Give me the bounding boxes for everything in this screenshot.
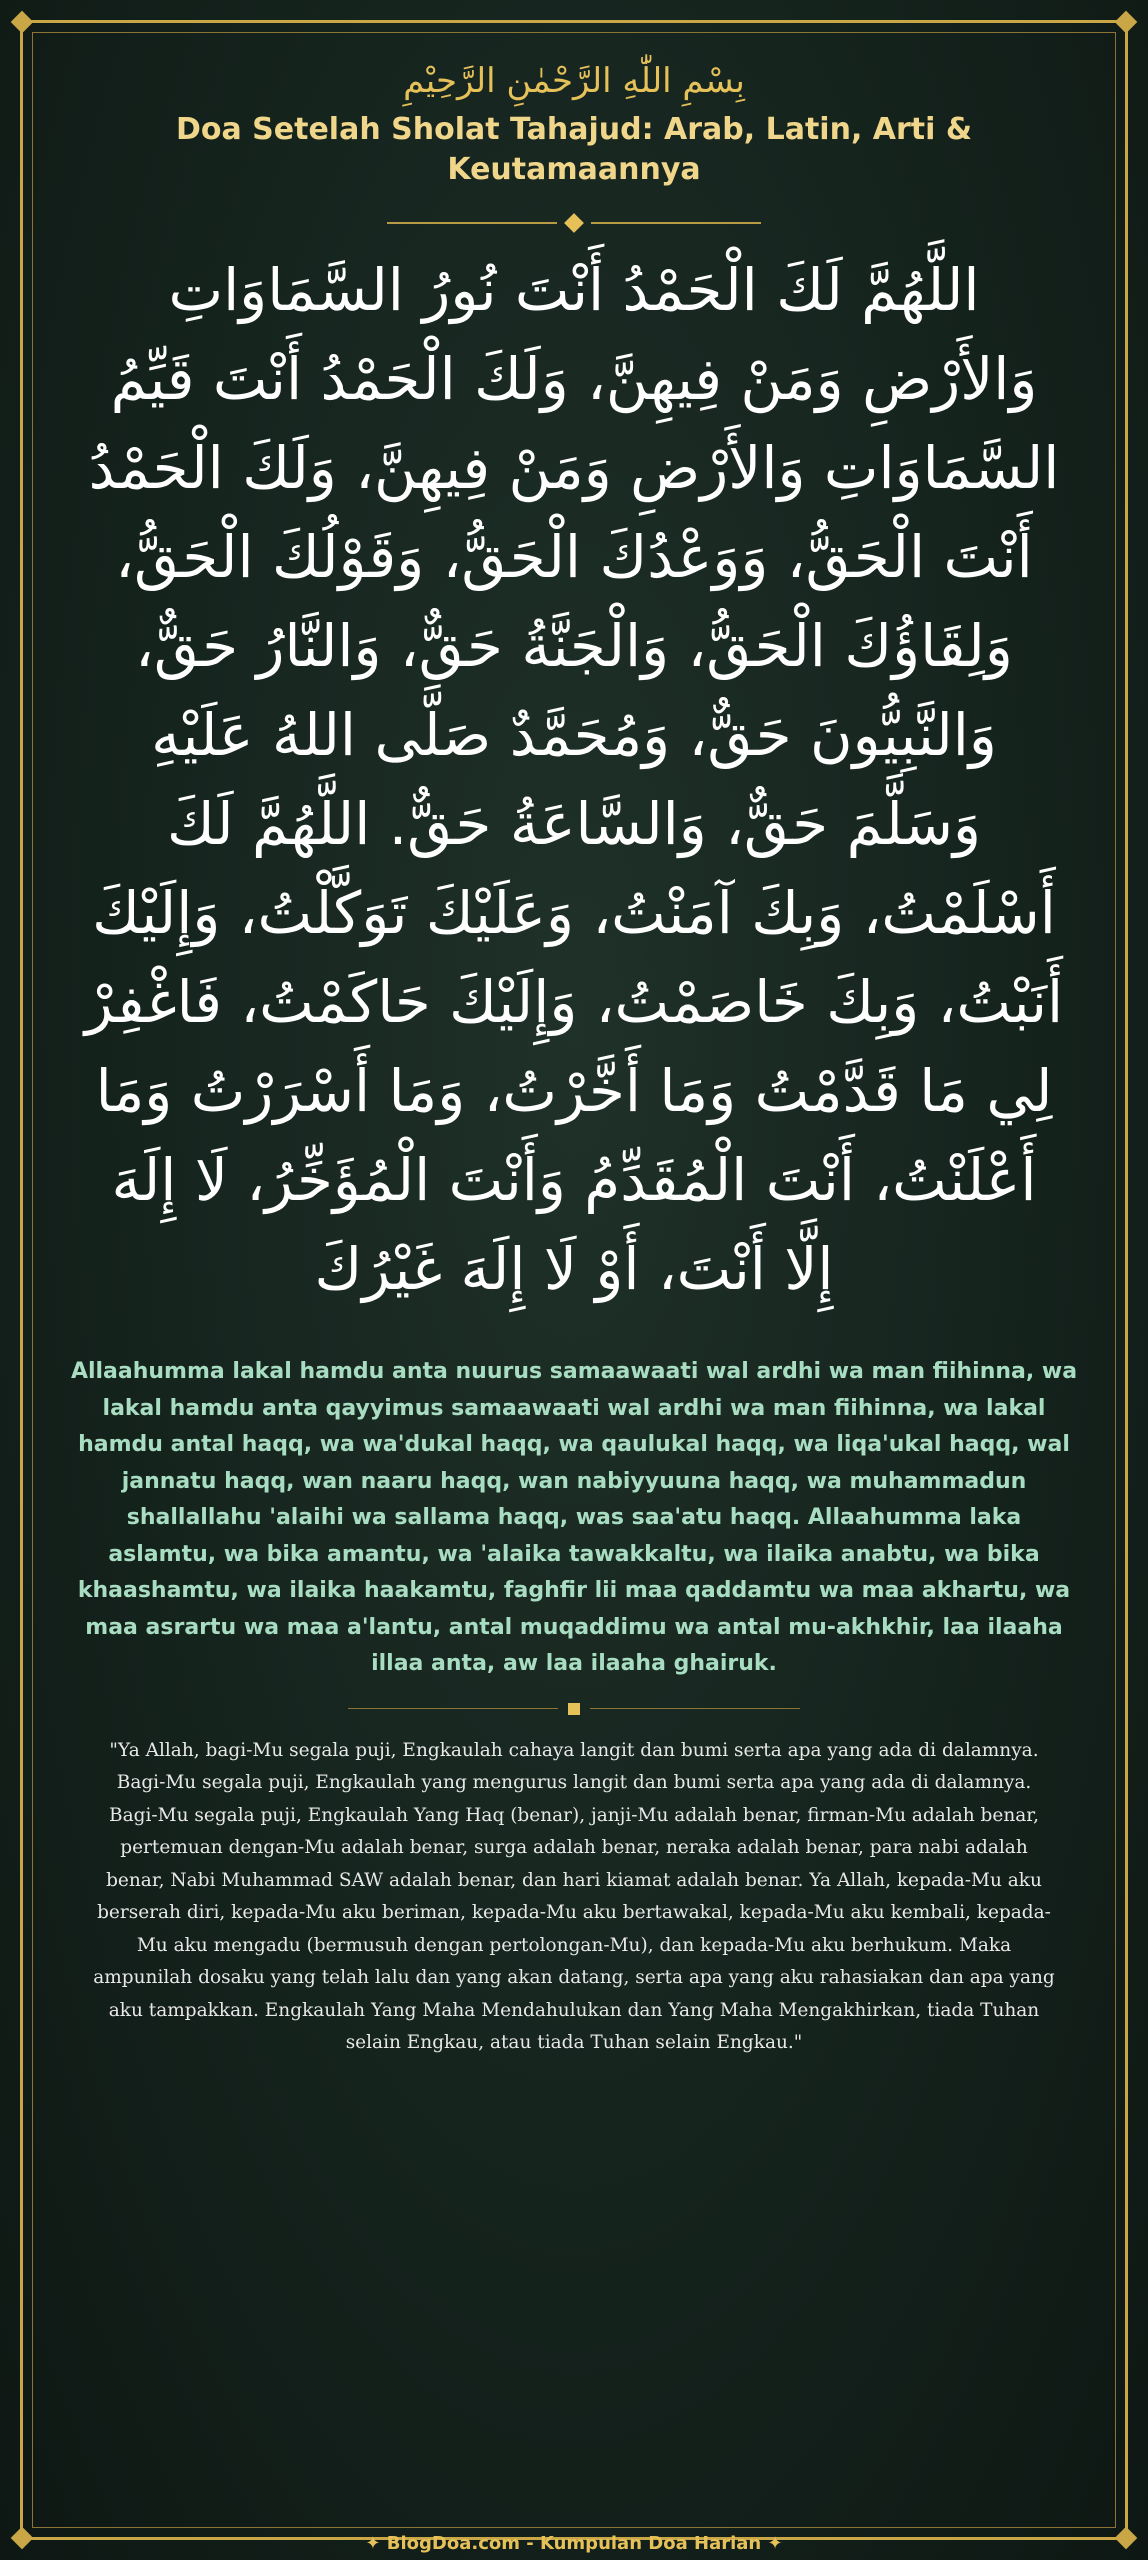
page-title: Doa Setelah Sholat Tahajud: Arab, Latin, Arti & Keutamaannya [175,112,973,187]
arabic-text: اللَّهُمَّ لَكَ الْحَمْدُ أَنْتَ نُورُ السَّمَاوَاتِ وَالأَرْضِ وَمَنْ فِيهِنَّ، وَلَكَ الْحَمْدُ أَنْتَ قَيِّمُ السَّمَاوَاتِ وَالأَرْضِ وَمَنْ فِيهِنَّ، وَلَكَ الْحَمْدُ أَنْتَ الْحَقُّ، وَوَعْدُكَ الْحَقُّ، وَقَوْلُكَ الْحَقُّ، وَلِقَاؤُكَ الْحَقُّ، وَالْجَنَّةُ حَقٌّ، وَالنَّارُ حَقٌّ، وَالنَّبِيُّونَ حَقٌّ، وَمُحَمَّدٌ صَلَّى اللهُ عَلَيْهِ وَسَلَّمَ حَقٌّ، وَالسَّاعَةُ حَقٌّ. اللَّهُمَّ لَكَ أَسْلَمْتُ، وَبِكَ آمَنْتُ، وَعَلَيْكَ تَوَكَّلْتُ، وَإِلَيْكَ أَنَبْتُ، وَبِكَ خَاصَمْتُ، وَإِلَيْكَ حَاكَمْتُ، فَاغْفِرْ لِي مَا قَدَّمْتُ وَمَا أَخَّرْتُ، وَمَا أَسْرَرْتُ وَمَا أَعْلَنْتُ، أَنْتَ الْمُقَدِّمُ وَأَنْتَ الْمُؤَخِّرُ، لَا إِلَهَ إِلَّا أَنْتَ، أَوْ لَا إِلَهَ غَيْرُكَ [84,256,1064,1303]
small-divider [60,1703,1088,1715]
basmalah: بِسْمِ اللّٰهِ الرَّحْمٰنِ الرَّحِيْمِ [403,61,745,101]
translation-text: "Ya Allah, bagi-Mu segala puji, Engkaulah cahaya langit dan bumi serta apa yang ada di dalamnya. Bagi-Mu segala puji, Engkaulah yang mengurus langit dan bumi serta apa yang ada di dalamnya. Bagi-Mu segala puji, Engkaulah Yang Haq (benar), janji-Mu adalah benar, firman-Mu adalah benar, pertemuan dengan-Mu adalah benar, surga adalah benar, neraka adalah benar, para nabi adalah benar, Nabi Muhammad SAW adalah benar, dan hari kiamat adalah benar. Ya Allah, kepada-Mu aku berserah diri, kepada-Mu aku beriman, kepada-Mu aku bertawakal, kepada-Mu aku kembali, kepada-Mu aku mengadu (bermusuh dengan pertolongan-Mu), dan kepada-Mu aku berhukum. Maka ampunilah dosaku yang telah lalu dan yang akan datang, serta apa yang aku rahasiakan dan apa yang aku tampakkan. Engkaulah Yang Maha Mendahulukan dan Yang Maha Mengakhirkan, tiada Tuhan selain Engkau, atau tiada Tuhan selain Engkau." [93,1739,1055,2053]
footer-credit: ✦ BlogDoa.com - Kumpulan Doa Harian ✦ [365,2533,783,2554]
ornament-square-icon [568,1703,580,1715]
ornament-diamond-icon [564,213,584,233]
latin-transliteration: Allaahumma lakal hamdu anta nuurus samaawaati wal ardhi wa man fiihinna, wa lakal hamdu anta qayyimus samaawaati wal ardhi wa man fiihinna, wa lakal hamdu antal haqq, wa wa'dukal haqq, wa qaulukal haqq, wa liqa'ukal haqq, wal jannatu haqq, wan naaru haqq, wan nabiyyuuna haqq, wa muhammadun shallallahu 'alaihi wa sallama haqq, was saa'atu haqq. Allaahumma laka aslamtu, wa bika amantu, wa 'alaika tawakkaltu, wa ilaika anabtu, wa bika khaashamtu, wa ilaika haakamtu, faghfir lii maa qaddamtu wa maa akhartu, wa maa asrartu wa maa a'lantu, antal muqaddimu wa antal mu-akhkhir, laa ilaaha illaa anta, aw laa ilaaha ghairuk. [70,1359,1078,1676]
ornament-divider [60,216,1088,230]
main-content [60,50,1088,2510]
